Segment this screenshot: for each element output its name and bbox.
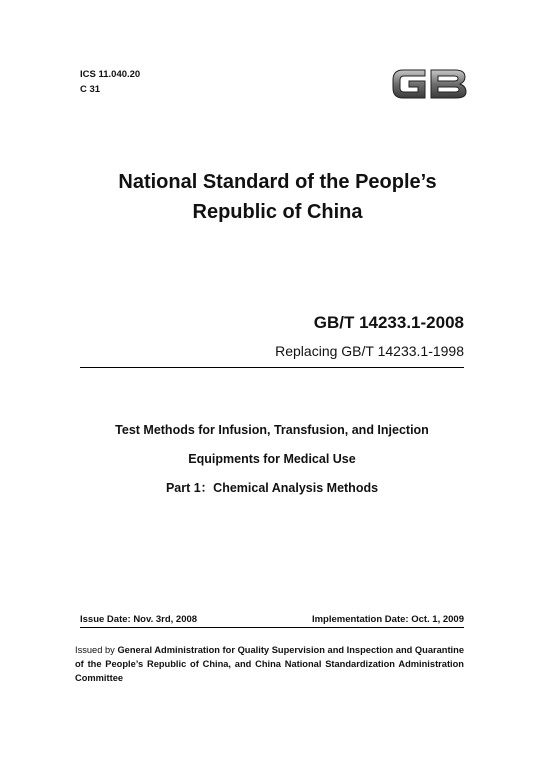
divider-top bbox=[80, 367, 464, 368]
document-title-line-1: Test Methods for Infusion, Transfusion, and Injection bbox=[115, 423, 429, 437]
issuer-prefix: Issued by bbox=[75, 645, 118, 655]
ics-code: ICS 11.040.20 bbox=[80, 69, 141, 80]
issuer-statement bbox=[75, 643, 464, 685]
dates-row bbox=[80, 614, 464, 625]
document-title bbox=[80, 416, 464, 503]
replacing-note: Replacing GB/T 14233.1-1998 bbox=[275, 343, 464, 359]
issue-date: Issue Date: Nov. 3rd, 2008 bbox=[80, 614, 198, 625]
standard-number: GB/T 14233.1-2008 bbox=[313, 313, 464, 332]
issuer-text: General Administration for Quality Supervision and Inspection and Quarantine of the People’s Republic of China, and China National Standardization Administration Committee bbox=[75, 645, 464, 683]
implementation-date: Implementation Date: Oct. 1, 2009 bbox=[311, 614, 464, 625]
document-title-line-3: Part 1：Chemical Analysis Methods bbox=[165, 481, 379, 495]
title-line-2: Republic of China bbox=[192, 201, 363, 223]
divider-bottom bbox=[80, 627, 464, 628]
title-line-1: National Standard of the People’s bbox=[118, 171, 437, 193]
classification-codes bbox=[80, 67, 140, 97]
document-title-line-2: Equipments for Medical Use bbox=[188, 452, 356, 466]
gb-logo-icon bbox=[389, 64, 469, 104]
class-code: C 31 bbox=[80, 84, 101, 95]
standard-title bbox=[0, 167, 555, 227]
